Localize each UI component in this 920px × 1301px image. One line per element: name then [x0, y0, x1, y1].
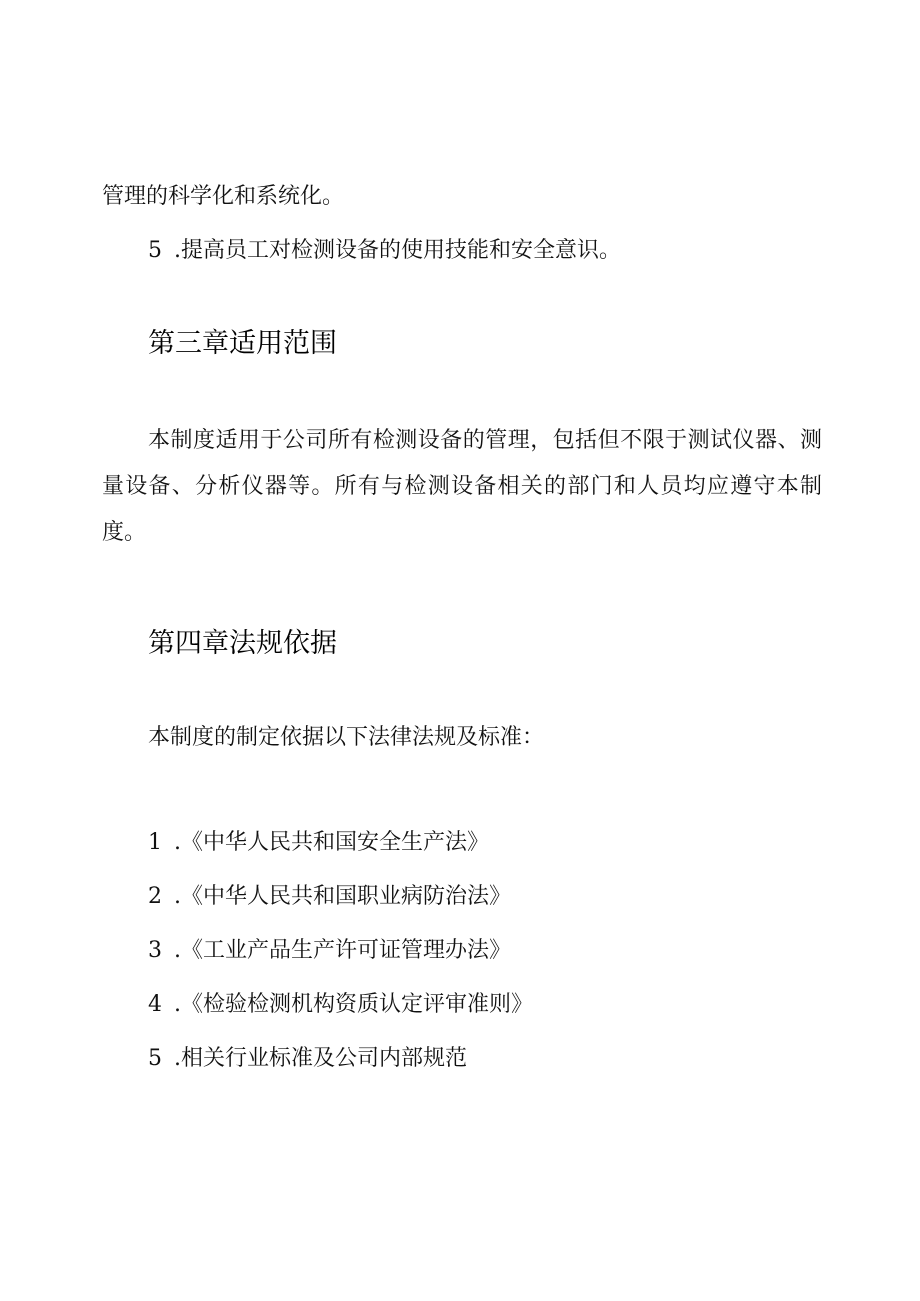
list-item-number: 1	[148, 830, 162, 855]
list-item-text: .《工业产品生产许可证管理办法》	[174, 938, 511, 963]
list-item-number: 2	[148, 884, 162, 909]
list-item	[148, 990, 533, 1020]
list-item-number: 5	[148, 238, 162, 263]
list-item-text: .提高员工对检测设备的使用技能和安全意识。	[174, 238, 621, 263]
list-item-text: .相关行业标准及公司内部规范	[174, 1046, 467, 1071]
chapter-3-paragraph: 本制度适用于公司所有检测设备的管理，包括但不限于测试仪器、测量设备、分析仪器等。所有与检测设备相关的部门和人员均应遵守本制度。	[102, 428, 822, 545]
list-item	[148, 828, 489, 858]
list-item-number: 3	[148, 938, 162, 963]
chapter-4-intro: 本制度的制定依据以下法律法规及标准：	[148, 725, 545, 750]
chapter-3-heading: 第三章适用范围	[148, 328, 337, 359]
list-item	[148, 882, 511, 912]
list-item-number: 4	[148, 992, 162, 1017]
chapter-4-heading: 第四章法规依据	[148, 628, 337, 659]
list-item	[148, 936, 511, 966]
list-item-text: .《检验检测机构资质认定评审准则》	[174, 992, 533, 1017]
list-item-number: 5	[148, 1046, 162, 1071]
list-item	[148, 1044, 467, 1074]
list-item-text: .《中华人民共和国安全生产法》	[174, 830, 489, 855]
continuation-text: 管理的科学化和系统化。	[102, 184, 345, 209]
list-item	[148, 236, 621, 266]
list-item-text: .《中华人民共和国职业病防治法》	[174, 884, 511, 909]
